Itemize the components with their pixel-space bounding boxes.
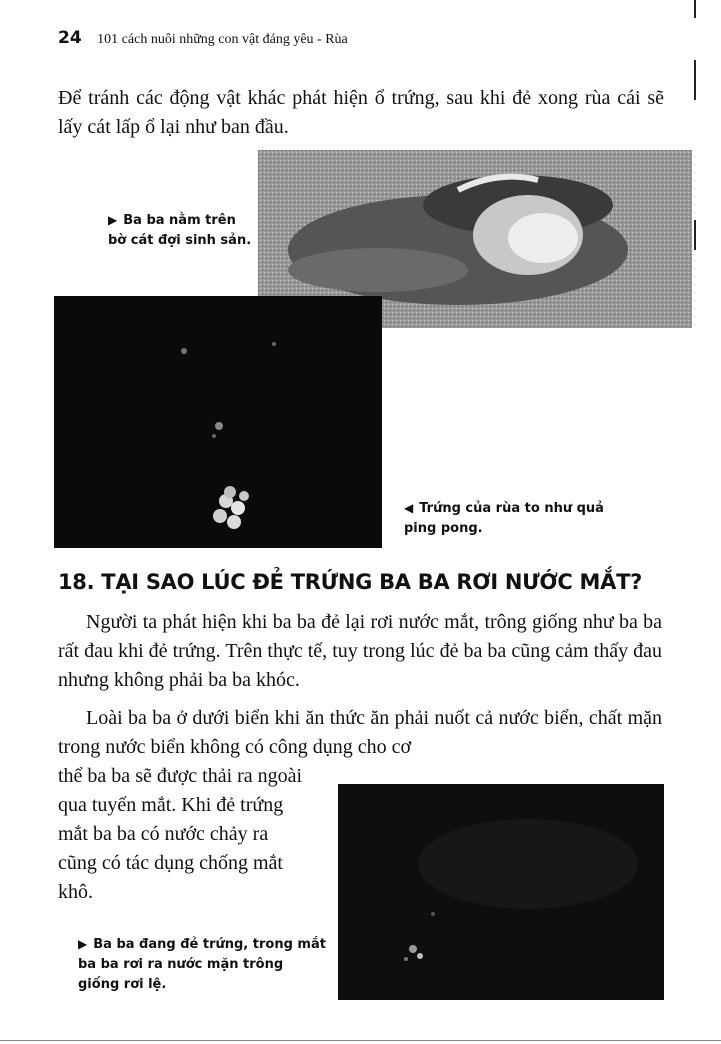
triangle-pointer-icon: ▶	[108, 213, 118, 227]
caption-tears	[78, 934, 328, 995]
running-title: 101 cách nuôi những con vật đáng yêu - Rùa	[97, 32, 348, 47]
intro-paragraph: Để tránh các động vật khác phát hiện ổ trứng, sau khi đẻ xong rùa cái sẽ lấy cát lấp ổ lại như ban đầu.	[58, 87, 664, 138]
caption-eggs	[404, 498, 604, 539]
caption-tears-text: Ba ba đang đẻ trứng, trong mắt ba ba rơi ra nước mặn trông giống rơi lệ.	[78, 937, 326, 992]
running-header	[58, 28, 348, 48]
turtle-eggs-photo	[54, 296, 382, 548]
caption-sand	[108, 210, 258, 251]
margin-mark	[694, 0, 696, 18]
triangle-pointer-icon: ▶	[78, 937, 88, 951]
turtle-laying-photo	[338, 784, 664, 1000]
margin-mark	[694, 220, 696, 250]
bottom-edge	[0, 1040, 721, 1041]
margin-mark	[694, 60, 696, 100]
paragraph-1: Người ta phát hiện khi ba ba đẻ lại rơi nước mắt, trông giống như ba ba rất đau khi đẻ trứng. Trên thực tế, tuy trong lúc đẻ ba ba cũng cảm thấy đau nhưng không phải ba ba khóc.	[58, 611, 662, 691]
triangle-pointer-icon: ◀	[404, 501, 414, 515]
caption-sand-text: Ba ba nằm trên bờ cát đợi sinh sản.	[108, 213, 252, 248]
paragraph-2-wrapped: thể ba ba sẽ được thải ra ngoài qua tuyến mắt. Khi đẻ trứng mắt ba ba có nước chảy ra cũng có tác dụng chống mắt khô.	[58, 765, 303, 903]
section-heading: 18. TẠI SAO LÚC ĐẺ TRỨNG BA BA RƠI NƯỚC MẮT?	[58, 570, 642, 594]
caption-eggs-text: Trứng của rùa to như quả ping pong.	[404, 501, 604, 536]
paragraph-2-top: Loài ba ba ở dưới biển khi ăn thức ăn phải nuốt cả nước biển, chất mặn trong nước biển không có công dụng cho cơ	[58, 707, 662, 758]
page-number: 24	[58, 28, 82, 48]
